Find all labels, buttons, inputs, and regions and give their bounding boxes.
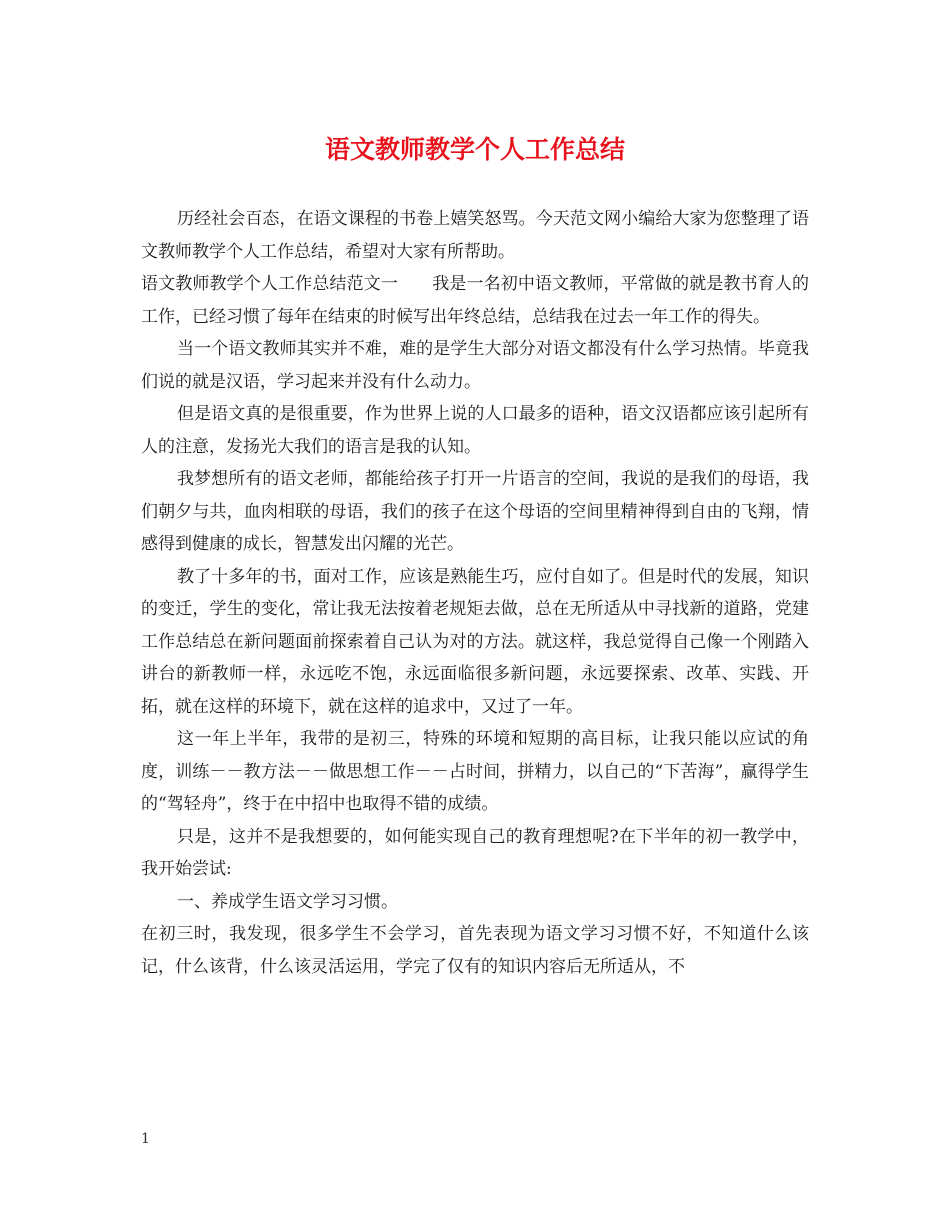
section-heading: 一、养成学生语文学习习惯。 xyxy=(177,891,398,912)
paragraph-intro: 历经社会百态，在语文课程的书卷上嬉笑怒骂。今天范文网小编给大家为您整理了语文教师教学个人工作总结，希望对大家有所帮助。 xyxy=(141,209,809,262)
paragraph-continued: 在初三时，我发现，很多学生不会学习，首先表现为语文学习习惯不好，不知道什么该记，什么该背，什么该灵活运用，学完了仅有的知识内容后无所适从，不 xyxy=(141,924,809,977)
paragraph: 教了十多年的书，面对工作，应该是熟能生巧，应付自如了。但是时代的发展，知识的变迁，学生的变化，常让我无法按着老规矩去做，总在无所适从中寻找新的道路，党建工作总结总在新问题面前探索着自己认为对的方法。就这样，我总觉得自己像一个刚踏入讲台的新教师一样，永远吃不饱，永远面临很多新问题，永远要探索、改革、实践、开拓，就在这样的环境下，就在这样的追求中，又过了一年。 xyxy=(141,566,809,717)
paragraph: 但是语文真的是很重要，作为世界上说的人口最多的语种，语文汉语都应该引起所有人的注意，发扬光大我们的语言是我的认知。 xyxy=(141,404,809,457)
paragraph: 只是，这并不是我想要的，如何能实现自己的教育理想呢?在下半年的初一教学中，我开始尝试: xyxy=(141,826,809,879)
paragraph: 当一个语文教师其实并不难，难的是学生大部分对语文都没有什么学习热情。毕竟我们说的就是汉语，学习起来并没有什么动力。 xyxy=(141,339,809,392)
paragraph: 这一年上半年，我带的是初三，特殊的环境和短期的高目标，让我只能以应试的角度，训练－－教方法－－做思想工作－－占时间，拼精力，以自己的“下苦海”，赢得学生的“驾轻舟”，终于在中招中也取得不错的成绩。 xyxy=(141,729,809,814)
paragraph: 我梦想所有的语文老师，都能给孩子打开一片语言的空间，我说的是我们的母语，我们朝夕与共，血肉相联的母语，我们的孩子在这个母语的空间里精神得到自由的飞翔，情感得到健康的成长，智慧发出闪耀的光芒。 xyxy=(141,469,809,554)
document-body xyxy=(141,203,809,983)
document-title: 语文教师教学个人工作总结 xyxy=(324,135,625,164)
paragraph-example-one: 语文教师教学个人工作总结范文一 我是一名初中语文教师，平常做的就是教书育人的工作，已经习惯了每年在结束的时候写出年终总结，总结我在过去一年工作的得失。 xyxy=(141,274,809,327)
page-number: 1 xyxy=(141,1131,150,1147)
